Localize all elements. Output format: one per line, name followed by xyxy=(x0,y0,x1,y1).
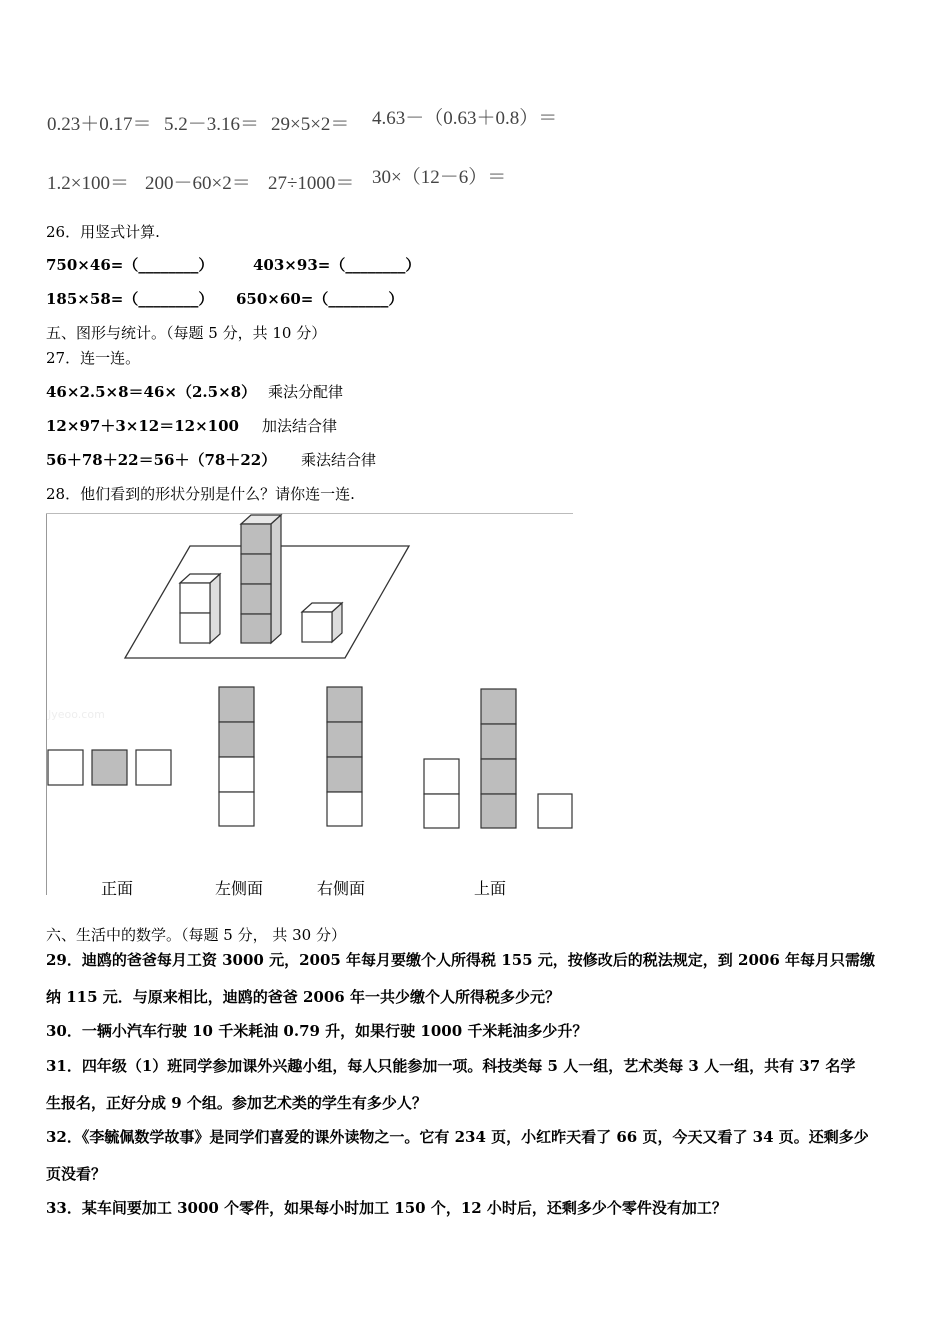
q27-equation: 56＋78＋22＝56＋（78＋22） xyxy=(46,451,277,469)
view-option-2 xyxy=(219,687,254,826)
q27-law: 乘法分配律 xyxy=(268,383,344,401)
question-26-title: 26．用竖式计算. xyxy=(46,223,160,241)
q26-item: 403×93=（________） xyxy=(253,256,421,274)
math-expression: 200－60×2＝ xyxy=(145,173,251,194)
section-6-heading: 六、生活中的数学。（每题 5 分， 共 30 分） xyxy=(46,926,346,944)
label-top: 上面 xyxy=(474,879,507,898)
q27-equation: 46×2.5×8＝46×（2.5×8） xyxy=(46,383,257,401)
question-32-line-1: 32．《李毓佩数学故事》是同学们喜爱的课外读物之一。它有 234 页，小红昨天看了 66 页，今天又看了 34 页。还剩多少 xyxy=(46,1128,869,1146)
watermark: Jyeoo.com xyxy=(48,708,105,721)
math-expression: 30×（12－6）＝ xyxy=(372,167,507,188)
math-expression: 27÷1000＝ xyxy=(268,173,355,194)
math-expression: 29×5×2＝ xyxy=(271,114,350,135)
math-expression: 1.2×100＝ xyxy=(47,173,129,194)
cube-stack-four xyxy=(241,515,281,643)
question-27-title: 27．连一连。 xyxy=(46,349,141,367)
question-29-line-2: 纳 115 元．与原来相比，迪鸥的爸爸 2006 年一共少缴个人所得税多少元？ xyxy=(46,988,560,1006)
math-expression: 4.63－（0.63＋0.8）＝ xyxy=(372,108,558,129)
question-31-line-1: 31．四年级（1）班同学参加课外兴趣小组，每人只能参加一项。科技类每 5 人一组，艺术类每 3 人一组，共有 37 名学 xyxy=(46,1057,856,1075)
label-left-side: 左侧面 xyxy=(215,879,264,898)
label-right-side: 右侧面 xyxy=(317,879,366,898)
question-33: 33．某车间要加工 3000 个零件，如果每小时加工 150 个，12 小时后，还剩多少个零件没有加工？ xyxy=(46,1199,727,1217)
q26-item: 185×58=（________） xyxy=(46,290,214,308)
view-option-4 xyxy=(424,689,572,828)
question-31-line-2: 生报名，正好分成 9 个组。参加艺术类的学生有多少人？ xyxy=(46,1094,427,1112)
q26-item: 650×60=（________） xyxy=(236,290,404,308)
q27-law: 乘法结合律 xyxy=(301,451,377,469)
section-5-heading: 五、图形与统计。（每题 5 分，共 10 分） xyxy=(46,324,327,342)
cube-stack-two xyxy=(180,574,220,643)
question-29-line-1: 29．迪鸥的爸爸每月工资 3000 元，2005 年每月要缴个人所得税 155 元，按修改后的税法规定，到 2006 年每月只需缴 xyxy=(46,951,875,969)
math-expression: 5.2－3.16＝ xyxy=(164,114,260,135)
q27-law: 加法结合律 xyxy=(262,417,338,435)
q26-item: 750×46=（________） xyxy=(46,256,214,274)
question-30: 30．一辆小汽车行驶 10 千米耗油 0.79 升，如果行驶 1000 千米耗油多少升？ xyxy=(46,1022,588,1040)
q27-equation: 12×97＋3×12＝12×100 xyxy=(46,417,239,435)
view-option-1 xyxy=(48,750,171,785)
question-32-line-2: 页没看？ xyxy=(46,1165,107,1183)
label-front: 正面 xyxy=(101,879,134,898)
cube-single xyxy=(302,603,342,642)
math-expression: 0.23＋0.17＝ xyxy=(47,114,152,135)
view-option-3 xyxy=(327,687,362,826)
question-28-title: 28．他们看到的形状分别是什么？请你连一连. xyxy=(46,485,355,503)
